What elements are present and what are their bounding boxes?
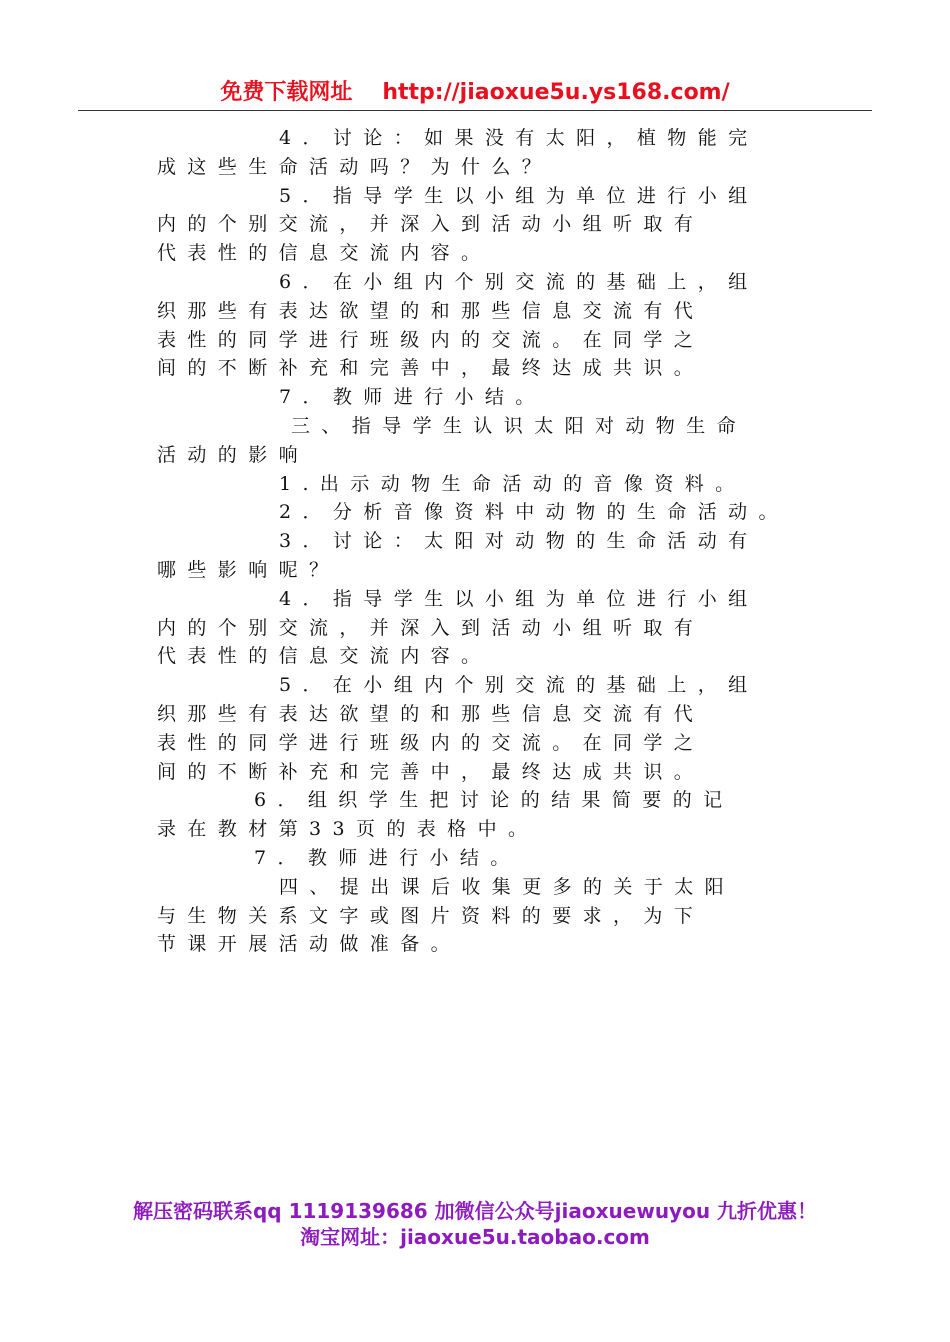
header-url-link[interactable]: http://jiaoxue5u.ys168.com/: [382, 80, 730, 105]
section-heading-cont: 活动的影响: [157, 443, 310, 466]
text-line: 节课开展活动做准备。: [157, 933, 462, 956]
text-line: 6．在小组内个别交流的基础上，组: [279, 270, 759, 293]
text-line: 与生物关系文字或图片资料的要求，为下: [157, 904, 705, 927]
text-line: 表性的同学进行班级内的交流。在同学之: [157, 328, 705, 351]
text-line: 7．教师进行小结。: [254, 846, 521, 869]
header-label: 免费下载网址: [220, 80, 353, 105]
text-line: 织那些有表达欲望的和那些信息交流有代: [157, 702, 705, 725]
header-divider: [78, 110, 872, 111]
text-line: 表性的同学进行班级内的交流。在同学之: [157, 731, 705, 754]
section-heading: 四、提出课后收集更多的关于太阳: [279, 875, 736, 898]
footer-shop-link[interactable]: 淘宝网址：jiaoxue5u.taobao.com: [300, 1225, 650, 1249]
text-line: 4．指导学生以小组为单位进行小组: [279, 587, 759, 610]
text-line: 间的不断补充和完善中，最终达成共识。: [157, 357, 705, 380]
text-line: 1.出示动物生命活动的音像资料。: [279, 472, 746, 495]
text-line: 5．在小组内个别交流的基础上，组: [279, 674, 759, 697]
section-heading: 三、指导学生认识太阳对动物生命: [291, 414, 748, 437]
text-line: 成这些生命活动吗？为什么？: [157, 155, 553, 178]
text-line: 代表性的信息交流内容。: [157, 242, 492, 265]
text-line: 6．组织学生把讨论的结果简要的记: [254, 789, 734, 812]
text-line: 3．讨论：太阳对动物的生命活动有: [279, 530, 759, 553]
text-line: 4．讨论：如果没有太阳，植物能完: [279, 127, 759, 149]
text-line: 2．分析音像资料中动物的生命活动。: [279, 501, 789, 524]
text-line: 间的不断补充和完善中，最终达成共识。: [157, 760, 705, 783]
text-line: 哪些影响呢？: [157, 558, 340, 581]
text-line: 内的个别交流，并深入到活动小组听取有: [157, 213, 705, 236]
text-line: 代表性的信息交流内容。: [157, 645, 492, 668]
text-line: 7．教师进行小结。: [279, 386, 546, 409]
text-line: 织那些有表达欲望的和那些信息交流有代: [157, 299, 705, 322]
document-body: [157, 124, 869, 959]
page-header: [0, 78, 950, 108]
text-line: 5．指导学生以小组为单位进行小组: [279, 184, 759, 207]
text-line: 录在教材第33页的表格中。: [157, 818, 539, 841]
text-line: 内的个别交流，并深入到活动小组听取有: [157, 616, 705, 639]
footer-contact: 解压密码联系qq 1119139686 加微信公众号jiaoxuewuyou 九折优惠！: [132, 1199, 818, 1223]
